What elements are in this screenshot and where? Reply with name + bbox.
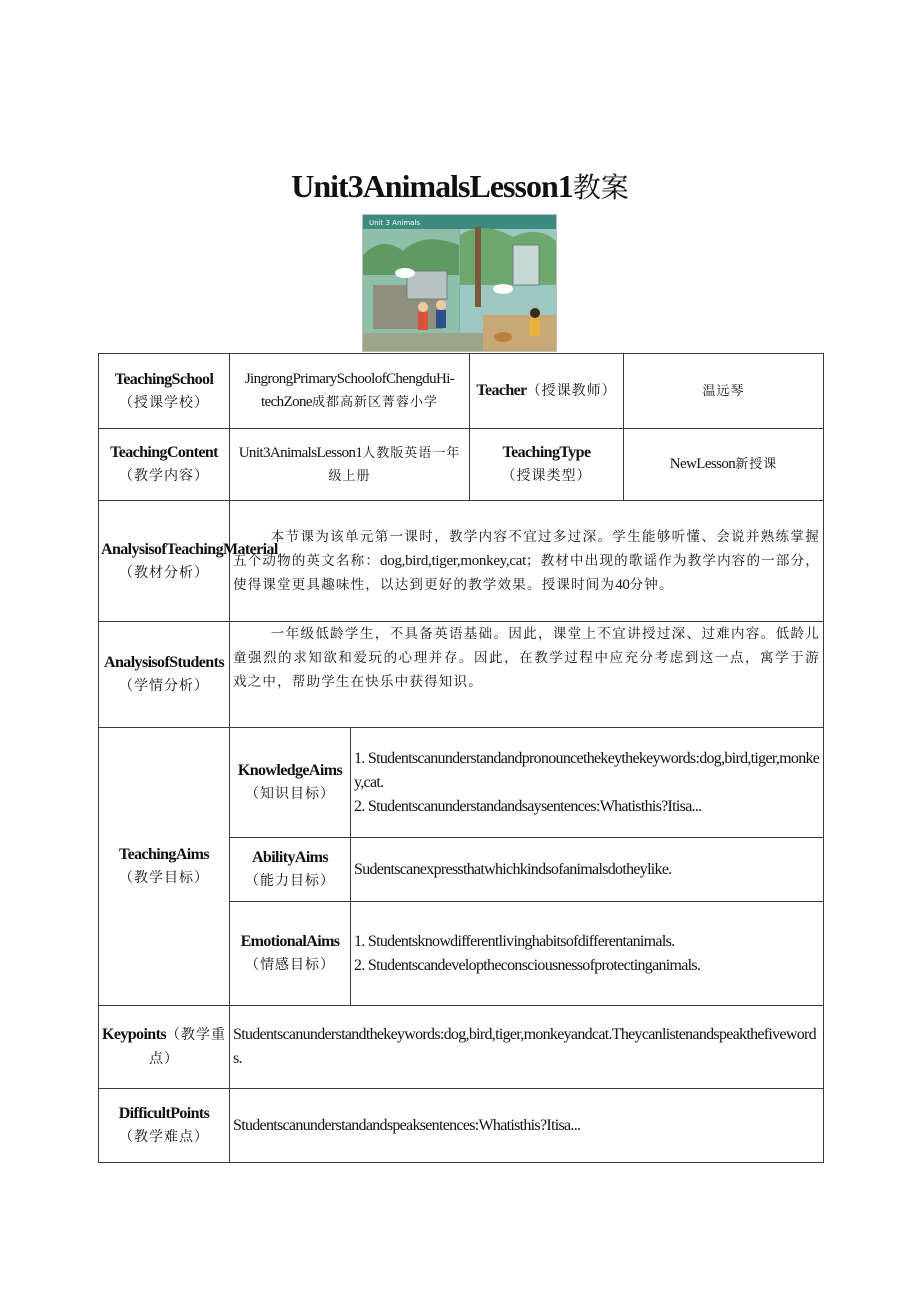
- label-teaching-aims: TeachingAims （教学目标）: [99, 728, 230, 1006]
- value-teaching-school: JingrongPrimarySchoolofChengduHi-techZone成都高新区菁蓉小学: [230, 354, 470, 429]
- difficult-points-text: Studentscanunderstandandspeaksentences:Whatisthis?Itisa...: [230, 1089, 824, 1163]
- cover-heading: Unit 3 Animals: [369, 219, 421, 227]
- emotional-aim-2: 2. Studentscandeveloptheconsciousnessofprotectinganimals.: [354, 956, 701, 974]
- label-emotional-aims: EmotionalAims（情感目标）: [230, 902, 351, 1006]
- label-ability-aims: AbilityAims （能力目标）: [230, 838, 351, 902]
- row-student-analysis: [99, 622, 824, 728]
- emotional-aim-1: 1. Studentsknowdifferentlivinghabitsofdifferentanimals.: [354, 932, 675, 950]
- row-difficult-points: [99, 1089, 824, 1163]
- value-teaching-type: NewLesson新授课: [624, 429, 824, 501]
- student-analysis-text: 一年级低龄学生，不具备英语基础。因此，课堂上不宜讲授过深、过难内容。低龄儿童强烈的求知欲和爱玩的心理并存。因此，在教学过程中应充分考虑到这一点，寓学于游戏之中，帮助学生在快乐中获得知识。: [230, 622, 824, 728]
- label-material-analysis: AnalysisofTeachingMaterial （教材分析）: [99, 501, 230, 622]
- label-teaching-content: TeachingContent（教学内容）: [99, 429, 230, 501]
- textbook-cover-image: [362, 214, 557, 352]
- knowledge-aim-1: 1. Studentscanunderstandandpronouncethekeythekeywords:dog,bird,tiger,monkey,cat.: [354, 749, 820, 791]
- row-school-teacher: [99, 354, 824, 429]
- label-keypoints: Keypoints（教学重点）: [99, 1006, 230, 1089]
- label-teaching-type: TeachingType （授课类型）: [470, 429, 624, 501]
- label-teaching-school: TeachingSchool （授课学校）: [99, 354, 230, 429]
- zoo-illustration: [363, 215, 556, 351]
- ability-aims-text: Sudentscanexpressthatwhichkindsofanimalsdotheylike.: [351, 838, 824, 902]
- material-analysis-text: 本节课为该单元第一课时，教学内容不宜过多过深。学生能够听懂、会说并熟练掌握五个动物的英文名称：dog,bird,tiger,monkey,cat；教材中出现的歌谣作为教学内容的一部分，使得课堂更具趣味性，以达到更好的教学效果。授课时间为40分钟。: [230, 501, 824, 622]
- label-difficult-points: DifficultPoints （教学难点）: [99, 1089, 230, 1163]
- value-teacher: 温远琴: [624, 354, 824, 429]
- page-title: [0, 166, 920, 208]
- title-en: Unit3AnimalsLesson1: [291, 168, 573, 204]
- row-material-analysis: [99, 501, 824, 622]
- label-teacher: Teacher（授课教师）: [470, 354, 624, 429]
- lesson-plan-table: [98, 353, 824, 1163]
- knowledge-aims-text: [351, 728, 824, 838]
- label-knowledge-aims: KnowledgeAims（知识目标）: [230, 728, 351, 838]
- row-keypoints: [99, 1006, 824, 1089]
- emotional-aims-text: [351, 902, 824, 1006]
- title-zh: 教案: [572, 171, 629, 204]
- label-student-analysis: AnalysisofStudents（学情分析）: [99, 622, 230, 728]
- keypoints-text: Studentscanunderstandthekeywords:dog,bird,tiger,monkeyandcat.Theycanlistenandspeakthefivewords.: [230, 1006, 824, 1089]
- row-content-type: [99, 429, 824, 501]
- row-knowledge-aims: [99, 728, 824, 838]
- value-teaching-content: Unit3AnimalsLesson1人教版英语一年级上册: [230, 429, 470, 501]
- knowledge-aim-2: 2. Studentscanunderstandandsaysentences:Whatisthis?Itisa...: [354, 797, 702, 815]
